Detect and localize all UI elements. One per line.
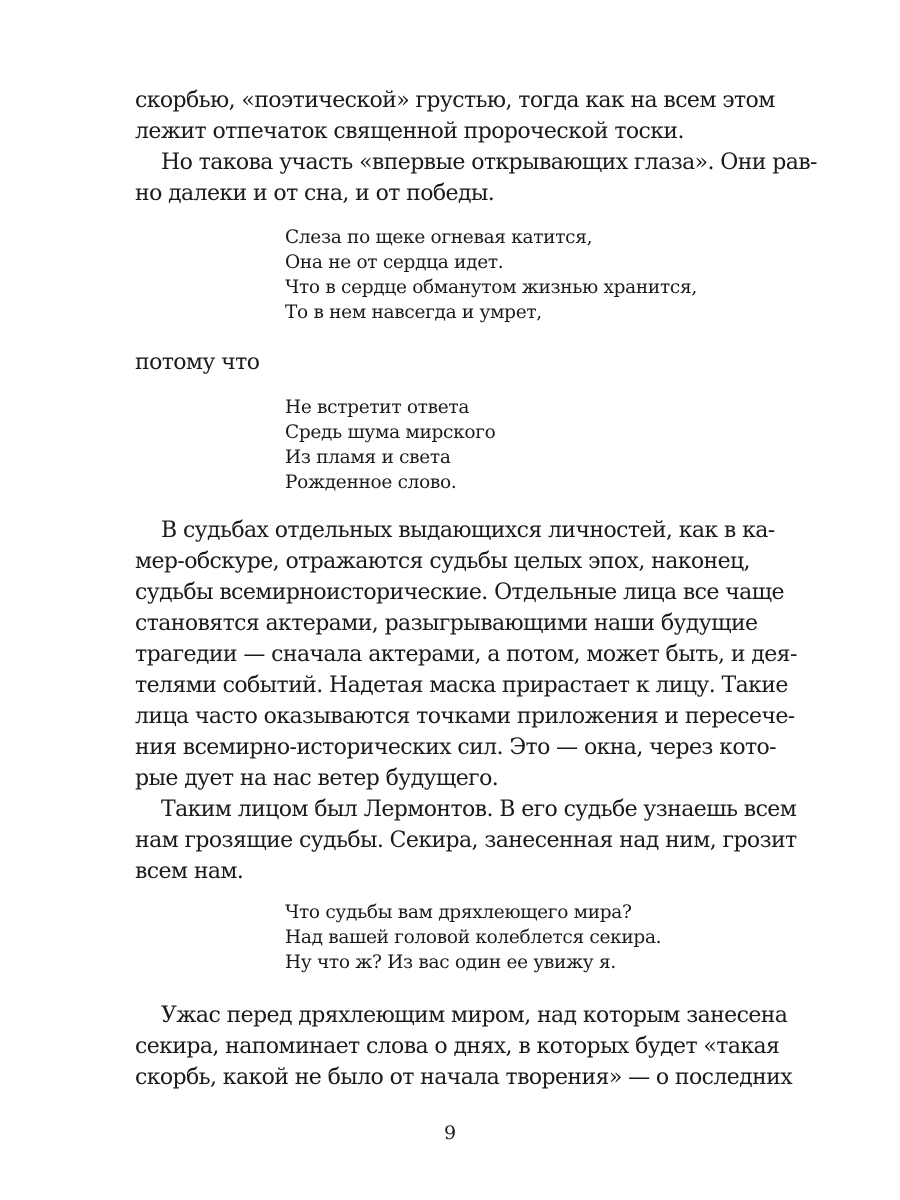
verse-line: Она не от сердца идет.	[285, 252, 504, 273]
text-line: лежит отпечаток священной пророческой тоски.	[135, 119, 684, 144]
paragraph-1	[135, 85, 775, 147]
verse-line: Из пламя и света	[285, 447, 451, 468]
verse-3	[285, 900, 745, 975]
text-line: телями событий. Надетая маска прирастает к лицу. Такие	[135, 673, 788, 698]
text-line: всем нам.	[135, 859, 244, 884]
text-line: Ужас перед дряхлеющим миром, над которым занесена	[161, 1003, 788, 1028]
verse-line: Средь шума мирского	[285, 422, 496, 443]
text-line: Таким лицом был Лермонтов. В его судьбе узнаешь всем	[161, 797, 797, 822]
verse-line: Ну что ж? Из вас один ее увижу я.	[285, 952, 616, 973]
text-line: мер-обскуре, отражаются судьбы целых эпох, наконец,	[135, 549, 750, 574]
text-line: становятся актерами, разыгрывающими наши будущие	[135, 611, 758, 636]
paragraph-2	[135, 147, 817, 209]
verse-2	[285, 395, 745, 495]
text-line: скорбь, какой не было от начала творения» — о последних	[135, 1065, 793, 1090]
verse-line: Что судьбы вам дряхлеющего мира?	[285, 902, 632, 923]
page-number: 9	[443, 1122, 457, 1144]
text-line: ния всемирно-исторических сил. Это — окна, через кото-	[135, 735, 777, 760]
text-line: скорбью, «поэтической» грустью, тогда как на всем этом	[135, 88, 775, 113]
paragraph-3	[135, 347, 740, 378]
text-line: В судьбах отдельных выдающихся личностей, как в ка-	[161, 518, 775, 543]
verse-line: Что в сердце обманутом жизнью хранится,	[285, 277, 697, 298]
verse-line: Рожденное слово.	[285, 472, 457, 493]
verse-line: Слеза по щеке огневая катится,	[285, 227, 593, 248]
verse-line: Над вашей головой колеблется секира.	[285, 927, 662, 948]
text-line: нам грозящие судьбы. Секира, занесенная над ним, грозит	[135, 828, 797, 853]
paragraph-6	[135, 1000, 793, 1093]
text-line: судьбы всемирноисторические. Отдельные лица все чаще	[135, 580, 784, 605]
text-line: но далеки и от сна, и от победы.	[135, 181, 495, 206]
paragraph-5	[135, 794, 797, 887]
text-line: рые дует на нас ветер будущего.	[135, 766, 499, 791]
verse-1	[285, 225, 745, 325]
paragraph-4	[135, 515, 797, 794]
text-line: потому что	[135, 350, 260, 375]
verse-line: Не встретит ответа	[285, 397, 470, 418]
text-line: лица часто оказываются точками приложения и пересече-	[135, 704, 795, 729]
text-line: секира, напоминает слова о днях, в которых будет «такая	[135, 1034, 780, 1059]
text-line: Но такова участь «впервые открывающих глаза». Они рав-	[161, 150, 817, 175]
verse-line: То в нем навсегда и умрет,	[285, 302, 542, 323]
text-line: трагедии — сначала актерами, а потом, может быть, и дея-	[135, 642, 797, 667]
